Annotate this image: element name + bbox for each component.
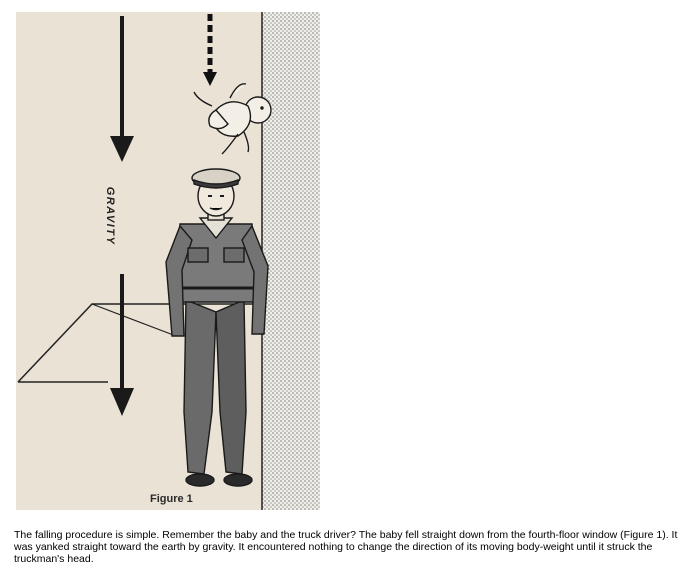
falling-baby	[194, 84, 271, 154]
figure-caption: Figure 1	[150, 493, 193, 505]
gravity-label: GRAVITY	[104, 186, 116, 246]
truck-driver	[166, 169, 268, 486]
illustration-svg	[16, 12, 320, 510]
floor-back-edge	[92, 304, 176, 336]
baby-motion-arrow	[203, 14, 217, 86]
gravity-arrow-bottom	[110, 274, 134, 416]
gravity-arrow-top	[110, 16, 134, 162]
figure-illustration	[16, 12, 320, 510]
wall	[262, 12, 320, 510]
body-paragraph: The falling procedure is simple. Remember the baby and the truck driver? The baby fell straight down from the fourth-floor window (Figure 1). It was yanked straight toward the earth by gravity. It encountered nothing to change the direction of its moving body-weight until it struck the truckman's head.	[14, 529, 678, 565]
